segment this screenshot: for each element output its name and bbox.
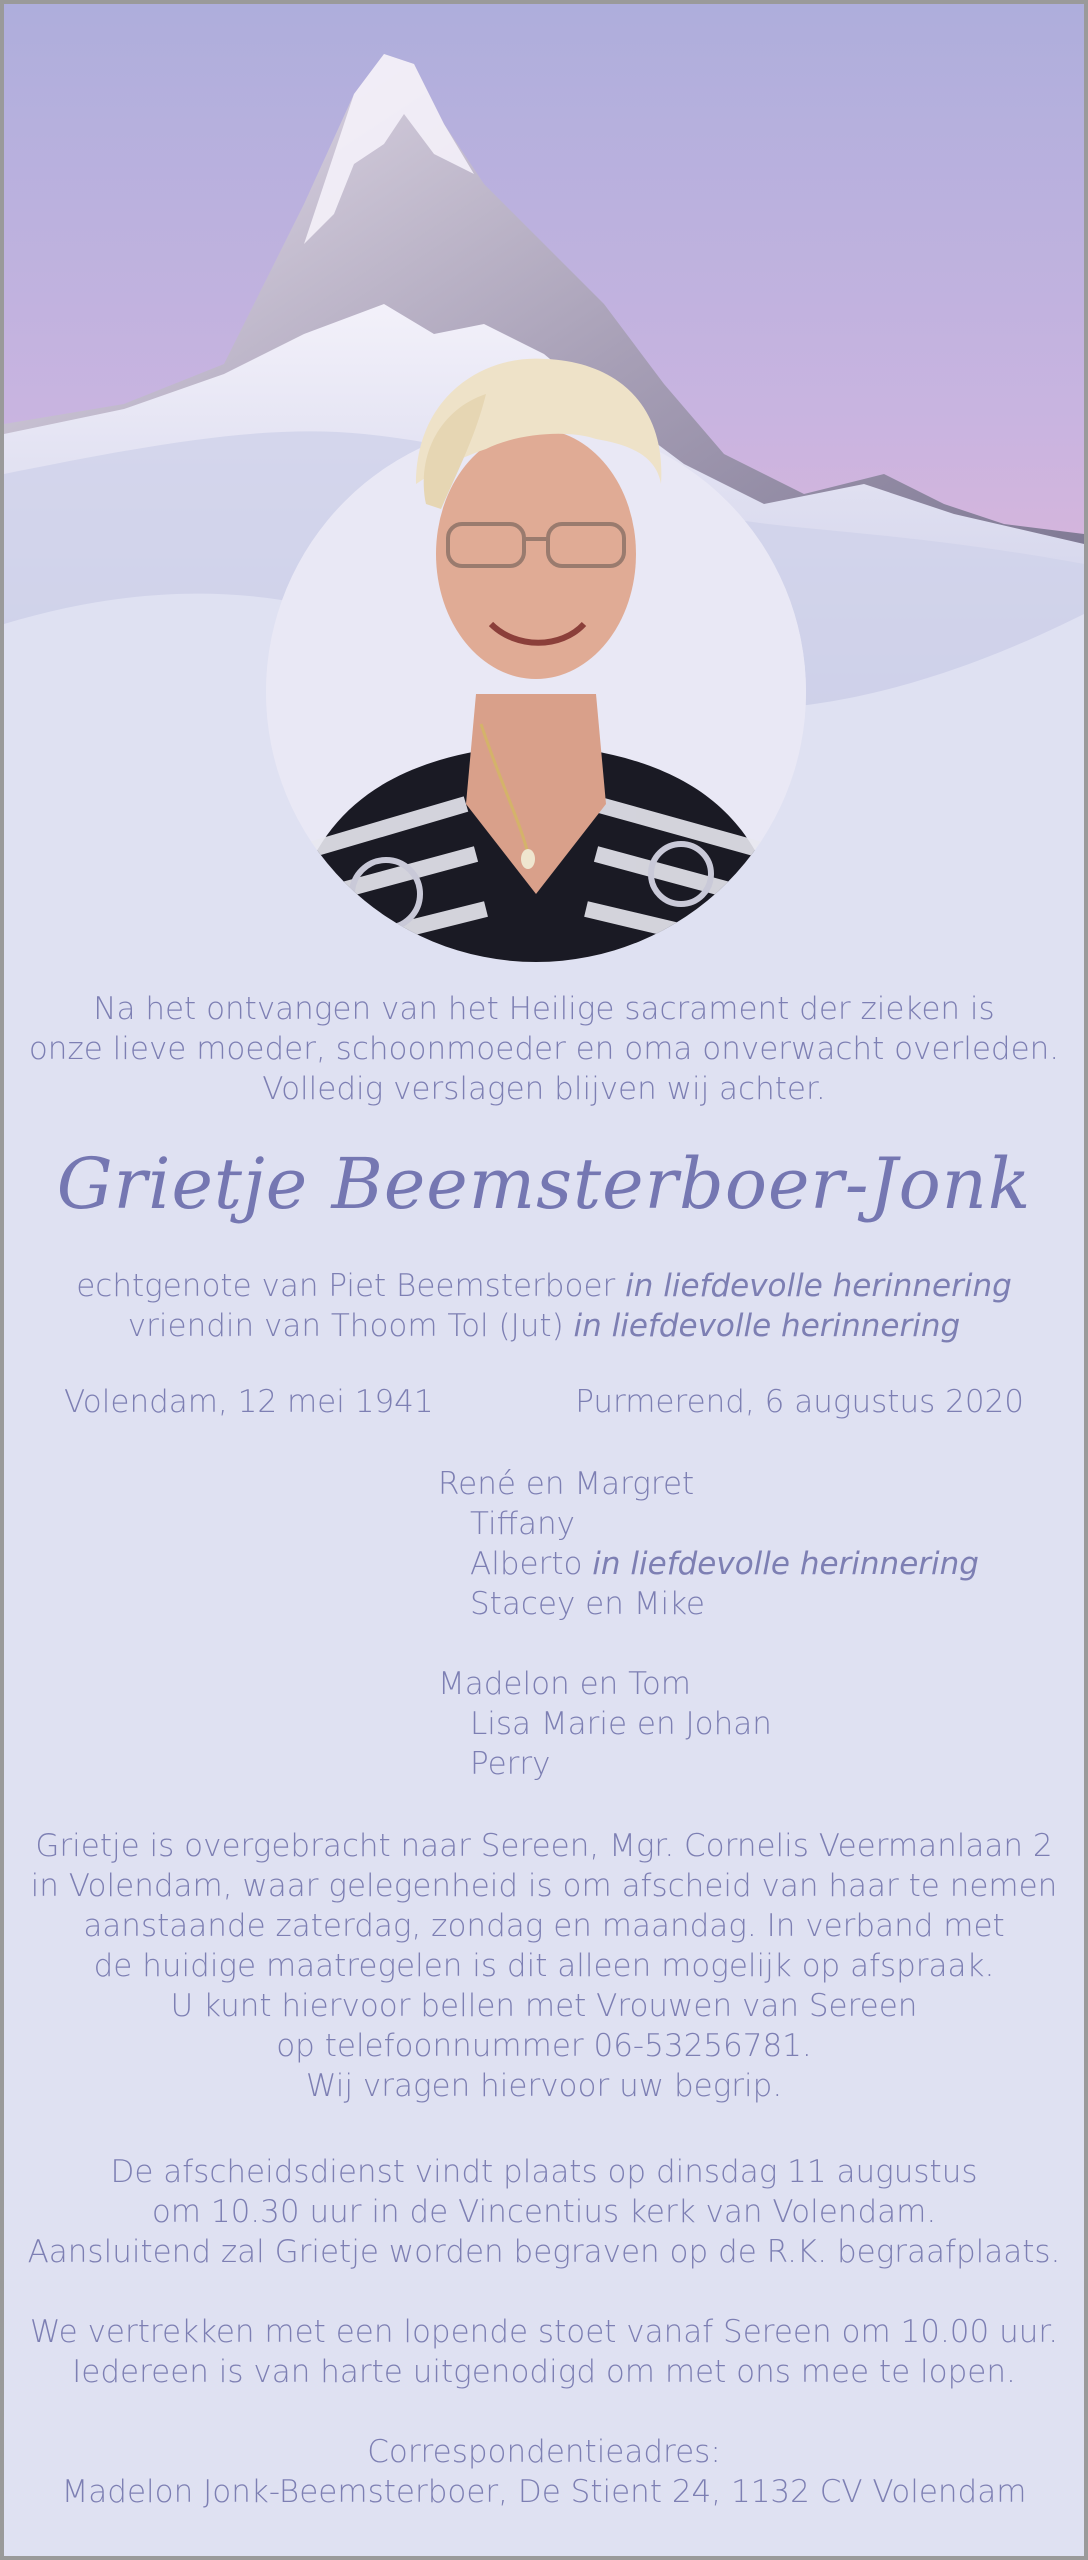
- visitation-text: [4, 1826, 1084, 2106]
- relation-line: [4, 1306, 1084, 1346]
- family-child: Perry: [470, 1746, 551, 1782]
- service-line: De afscheidsdienst vindt plaats op dinsdag 11 augustus: [110, 2154, 978, 2190]
- correspondence: [4, 2432, 1084, 2512]
- family-child: [438, 1544, 979, 1584]
- family-child: Stacey en Mike: [470, 1586, 705, 1622]
- relation-text: vriendin van Thoom Tol (Jut): [127, 1308, 574, 1344]
- death-date: Purmerend, 6 augustus 2020: [575, 1384, 1024, 1420]
- visitation-line: Wij vragen hiervoor uw begrip.: [305, 2068, 783, 2104]
- procession-line: We vertrekken met een lopende stoet vanaf Sereen om 10.00 uur.: [29, 2314, 1059, 2350]
- family-list: [438, 1464, 979, 1784]
- visitation-line: in Volendam, waar gelegenheid is om afscheid van haar te nemen: [30, 1868, 1058, 1904]
- visitation-line: U kunt hiervoor bellen met Vrouwen van Sereen: [170, 1988, 918, 2024]
- life-dates: [4, 1384, 1084, 1428]
- visitation-line: aanstaande zaterdag, zondag en maandag. In verband met: [83, 1908, 1005, 1944]
- relations: [4, 1266, 1084, 1346]
- procession-line: Iedereen is van harte uitgenodigd om met ons mee te lopen.: [72, 2354, 1016, 2390]
- portrait-photo: [266, 334, 806, 964]
- family-child-name: Alberto: [470, 1546, 593, 1582]
- visitation-line: de huidige maatregelen is dit alleen mogelijk op afspraak.: [93, 1948, 995, 1984]
- relation-note: in liefdevolle herinnering: [625, 1268, 1012, 1304]
- family-child: Tiffany: [470, 1506, 575, 1542]
- family-child: Lisa Marie en Johan: [470, 1706, 772, 1742]
- correspondence-address: Madelon Jonk-Beemsterboer, De Stient 24, 1132 CV Volendam: [61, 2474, 1027, 2510]
- service-line: Aansluitend zal Grietje worden begraven op de R.K. begraafplaats.: [27, 2234, 1061, 2270]
- intro-line: onze lieve moeder, schoonmoeder en oma onverwacht overleden.: [28, 1031, 1060, 1067]
- deceased-name: Grietje Beemsterboer-Jonk: [56, 1143, 1032, 1225]
- visitation-line: op telefoonnummer 06-53256781.: [276, 2028, 812, 2064]
- birth-date: Volendam, 12 mei 1941: [64, 1384, 434, 1420]
- relation-line: [4, 1266, 1084, 1306]
- family-parent: René en Margret: [438, 1466, 695, 1502]
- family-parent: Madelon en Tom: [438, 1666, 691, 1702]
- relation-text: echtgenote van Piet Beemsterboer: [76, 1268, 626, 1304]
- service-line: om 10.30 uur in de Vincentius kerk van Volendam.: [151, 2194, 937, 2230]
- intro-line: Na het ontvangen van het Heilige sacrament der zieken is: [93, 991, 995, 1027]
- service-text: [4, 2152, 1084, 2272]
- correspondence-label: Correspondentieadres:: [367, 2434, 721, 2470]
- intro-line: Volledig verslagen blijven wij achter.: [262, 1071, 826, 1107]
- visitation-line: Grietje is overgebracht naar Sereen, Mgr. Cornelis Veermanlaan 2: [35, 1828, 1053, 1864]
- procession-text: [4, 2312, 1084, 2392]
- relation-note: in liefdevolle herinnering: [573, 1308, 961, 1344]
- intro-text: [4, 989, 1084, 1109]
- family-child-note: in liefdevolle herinnering: [592, 1546, 979, 1582]
